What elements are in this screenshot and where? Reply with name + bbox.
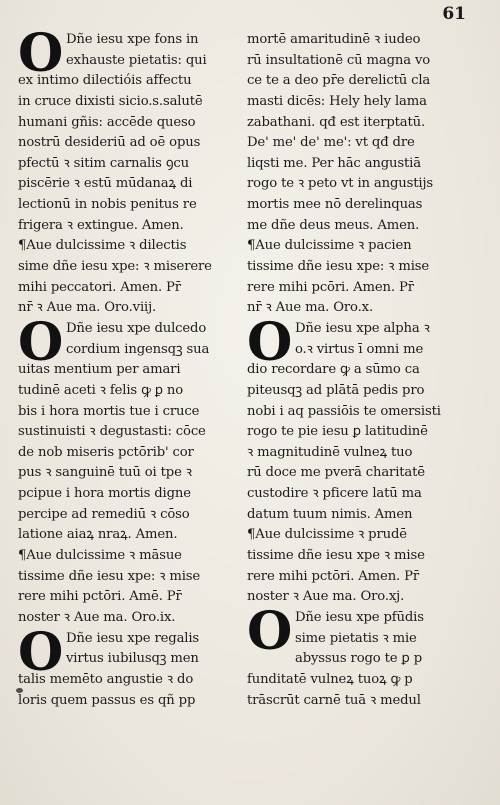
drop-cap: O: [247, 600, 293, 662]
text-line: custodire ꝛ pficere latū ma: [247, 486, 422, 502]
text-line: De' me' de' me': vt qđ dre: [247, 135, 415, 151]
text-line: Dñe iesu xpe fons in: [66, 32, 199, 47]
text-line: me dñe deus meus. Amen.: [247, 217, 420, 233]
text-line: funditatē vulneꝝ tuoꝝ ꝙ p: [247, 671, 413, 687]
text-line: Dñe iesu xpe dulcedo: [66, 320, 207, 336]
text-line: latione aiaꝝ nraꝝ. Amen.: [18, 527, 178, 543]
text-line: piteusqꝫ ad plātā pedis pro: [247, 382, 425, 398]
text-line: lectionū in nobis penitus re: [18, 197, 197, 213]
text-line: o.ꝛ virtus ī omni me: [295, 341, 424, 357]
text-line: loris quem passus es qñ pp: [18, 692, 196, 708]
text-line: mihi peccatori. Amen. Pr̄: [18, 279, 181, 295]
text-line: datum tuum nimis. Amen: [247, 506, 413, 522]
text-line: percipe ad remediū ꝛ cōso: [18, 506, 190, 522]
text-line: masti dicēs: Hely hely lama: [247, 93, 427, 109]
text-line: nr̄ ꝛ Aue ma. Oro.x.: [247, 300, 373, 316]
text-line: exhauste pietatis: qui: [66, 52, 207, 68]
page-number: 61: [442, 4, 466, 24]
text-line: nostrū desideriū ad oē opus: [18, 135, 201, 151]
text-line: liqsti me. Per hāc angustiā: [247, 155, 421, 171]
left-column: [18, 23, 240, 711]
right-column: [247, 30, 471, 711]
text-line: frigera ꝛ extingue. Amen.: [18, 217, 184, 233]
drop-cap: O: [18, 621, 64, 683]
text-line: pcipue i hora mortis digne: [18, 486, 191, 502]
text-line: tissime dñe iesu xpe: ꝛ mise: [18, 568, 201, 584]
drop-cap: O: [18, 23, 64, 84]
text-line: nr̄ ꝛ Aue ma. Oro.viij.: [18, 300, 157, 316]
prayer-block: [247, 600, 471, 711]
ave-block: [247, 525, 471, 608]
text-line: rere mihi pctōri. Amen. Pr̄: [247, 568, 419, 584]
text-line: humani gñis: accēde queso: [18, 114, 196, 130]
text-line: ¶Aue dulcissime ꝛ dilectis: [18, 238, 187, 254]
text-line: ¶Aue dulcissime ꝛ pacien: [247, 238, 412, 254]
prayer-block: [247, 311, 471, 525]
text-line: sime pietatis ꝛ mie: [295, 630, 417, 646]
text-line: noster ꝛ Aue ma. Oro.xj.: [247, 589, 405, 605]
text-line: in cruce dixisti sicio.s.salutē: [18, 93, 203, 109]
text-line: rū doce me pverā charitatē: [247, 465, 425, 481]
text-line: ex intimo dilectióis affectu: [18, 73, 192, 89]
text-line: ¶Aue dulcissime ꝛ māsue: [18, 548, 182, 564]
prayer-block: [18, 311, 240, 546]
text-line: rogo te pie iesu ꝑ latitudinē: [247, 424, 428, 440]
text-line: pus ꝛ sanguinē tuū oi tpe ꝛ: [18, 465, 192, 481]
text-line: nobi i aq passiōis te omersisti: [247, 403, 441, 419]
drop-cap: O: [247, 311, 293, 373]
ave-block: [18, 546, 240, 629]
text-line: sustinuisti ꝛ degustasti: cōce: [18, 424, 206, 440]
text-line: ꝛ magnitudinē vulneꝝ tuo: [247, 444, 413, 460]
text-line: bis i hora mortis tue i cruce: [18, 403, 200, 419]
prayer-continuation: [247, 30, 471, 236]
text-line: cordium ingensqꝫ sua: [66, 341, 210, 357]
text-line: sime dñe iesu xpe: ꝛ miserere: [18, 259, 212, 275]
text-line: talis memēto angustie ꝛ do: [18, 671, 194, 687]
text-line: tissime dñe iesu xpe ꝛ mise: [247, 548, 425, 564]
ave-block: [18, 236, 240, 319]
text-line: pfectū ꝛ sitim carnalis ꝯcu: [18, 155, 190, 171]
text-line: rū insultationē cū magna vo: [247, 52, 431, 68]
text-line: mortē amaritudinē ꝛ iudeo: [247, 32, 421, 47]
prayer-block: [18, 621, 240, 712]
text-line: abyssus rogo te ꝑ p: [295, 651, 423, 667]
text-line: virtus iubilusqꝫ men: [66, 651, 199, 667]
text-line: tissime dñe iesu xpe: ꝛ mise: [247, 259, 430, 275]
text-line: rere mihi pctōri. Amē. Pr̄: [18, 589, 182, 605]
text-line: de nob miseris pctōrib' cor: [18, 444, 194, 460]
ink-smudge: [16, 688, 23, 693]
text-line: piscērie ꝛ estū mūdanaꝝ di: [18, 176, 193, 192]
text-line: mortis mee nō derelinquas: [247, 197, 423, 213]
text-line: trāscrūt carnē tuā ꝛ medul: [247, 692, 421, 708]
text-line: tudinē aceti ꝛ felis ꝙ ꝑ no: [18, 382, 184, 398]
text-line: Dñe iesu xpe regalis: [66, 630, 200, 646]
text-line: rere mihi pcōri. Amen. Pr̄: [247, 279, 414, 295]
prayer-block: [18, 23, 240, 236]
text-line: Dñe iesu xpe alpha ꝛ: [295, 320, 430, 336]
text-line: Dñe iesu xpe pfūdis: [295, 609, 424, 625]
text-line: rogo te ꝛ peto vt in angustijs: [247, 176, 434, 192]
text-line: zabathani. qđ est iterptatū.: [247, 114, 426, 130]
text-line: uitas mentium per amari: [18, 362, 181, 378]
text-line: ce te a deo pr̄e derelictū cla: [247, 73, 431, 89]
ave-block: [247, 236, 471, 319]
text-line: dio recordare ꝙ a sūmo ca: [247, 362, 420, 378]
text-line: noster ꝛ Aue ma. Oro.ix.: [18, 609, 176, 625]
drop-cap: O: [18, 311, 64, 373]
text-line: ¶Aue dulcissime ꝛ prudē: [247, 527, 407, 543]
